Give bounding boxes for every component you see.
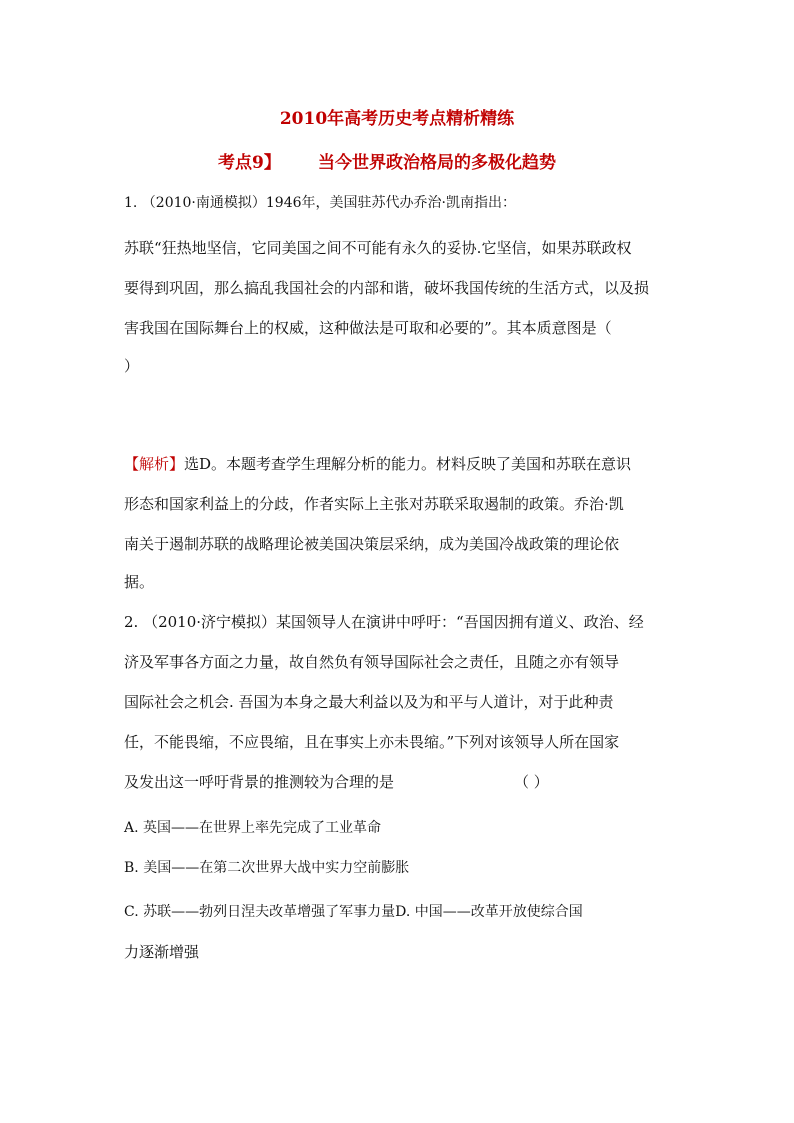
option-d-part-1: D. 中国——改革开放使综合国	[395, 904, 583, 920]
analysis-tag: 【解析】	[124, 455, 185, 473]
q1-quote-line-4: ）	[124, 357, 140, 375]
document-title: 2010年高考历史考点精析精练	[279, 109, 515, 129]
q2-line-2: 济及军事各方面之力量，故自然负有领导国际社会之责任，且随之亦有领导	[124, 653, 620, 671]
q1-quote-line-2: 要得到巩固，那么搞乱我国社会的内部和谐，破坏我国传统的生活方式，以及损	[124, 279, 650, 297]
option-b: B. 美国——在第二次世界大战中实力空前膨胀	[124, 860, 410, 876]
q1-analysis-line-1	[124, 454, 631, 474]
q1-quote-line-3: 害我国在国际舞台上的权威，这种做法是可取和必要的”。其本质意图是（	[124, 319, 612, 337]
option-c-d-row	[124, 902, 583, 922]
q1-analysis-line-3: 南关于遏制苏联的战略理论被美国决策层采纳，成为美国冷战政策的理论依	[124, 535, 620, 553]
answer-blank: （ ）	[514, 773, 549, 791]
q2-line-1: 2. （2010·济宁模拟）某国领导人在演讲中呼吁：“吾国因拥有道义、政治、经	[124, 613, 644, 631]
q2-line-4: 任，不能畏缩，不应畏缩，且在事实上亦未畏缩。”下列对该领导人所在国家	[124, 733, 620, 751]
section-topic: 当今世界政治格局的多极化趋势	[318, 153, 556, 173]
q1-quote-line-1: 苏联“狂热地坚信，它同美国之间不可能有永久的妥协.它坚信，如果苏联政权	[124, 239, 632, 257]
q2-line-3: 国际社会之机会. 吾国为本身之最大利益以及为和平与人道计，对于此种责	[124, 693, 614, 711]
q1-stem: 1. （2010·南通模拟）1946年，美国驻苏代办乔治·凯南指出：	[124, 195, 516, 211]
option-a: A. 英国——在世界上率先完成了工业革命	[124, 820, 382, 836]
option-c: C. 苏联——勃列日涅夫改革增强了军事力量	[124, 904, 396, 920]
q1-analysis-text-1: 选D。本题考查学生理解分析的能力。材料反映了美国和苏联在意识	[184, 455, 632, 473]
q2-line-5	[124, 772, 549, 792]
q2-last-line: 及发出这一呼吁背景的推测较为合理的是	[124, 773, 395, 791]
q1-analysis-line-2: 形态和国家利益上的分歧，作者实际上主张对苏联采取遏制的政策。乔治·凯	[124, 495, 624, 513]
section-heading	[218, 148, 556, 173]
option-d-part-2: 力逐渐增强	[124, 943, 200, 961]
section-label: 考点9】	[218, 153, 281, 173]
q1-analysis-line-4: 据。	[124, 573, 155, 591]
